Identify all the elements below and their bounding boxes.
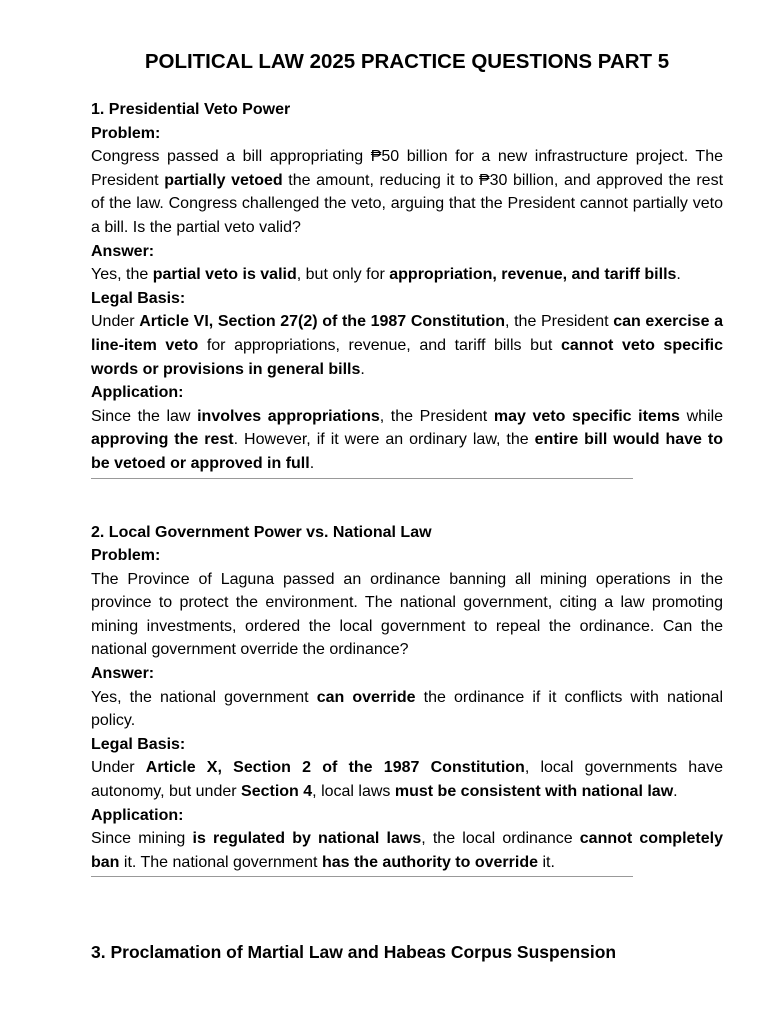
q1-answer-text: Yes, the partial veto is valid, but only for appropriation, revenue, and tariff bills. bbox=[91, 266, 681, 284]
question-2 bbox=[91, 521, 723, 878]
q1-legal-basis-text: Under Article VI, Section 27(2) of the 1987 Constitution, the President can exercise a line-item veto for appropriations, revenue, and tariff bills but cannot veto specific words or provisions in general bills. bbox=[91, 313, 724, 378]
question-1-heading: 1. Presidential Veto Power bbox=[91, 101, 291, 118]
q2-application-label: Application: bbox=[91, 806, 184, 824]
q2-application-text: Since mining is regulated by national laws, the local ordinance cannot completely ban it. The national government has the authority to override it. bbox=[91, 830, 723, 871]
page-title: POLITICAL LAW 2025 PRACTICE QUESTIONS PART 5 bbox=[144, 50, 670, 73]
q2-problem-label: Problem: bbox=[91, 547, 161, 565]
question-1 bbox=[91, 98, 723, 479]
question-2-heading: 2. Local Government Power vs. National Law bbox=[91, 523, 432, 541]
q1-application-text: Since the law involves appropriations, the President may veto specific items while approving the rest. However, if it were an ordinary law, the entire bill would have to be vetoed or approved in full. bbox=[91, 407, 724, 472]
q2-problem-text: The Province of Laguna passed an ordinance banning all mining operations in the province to protect the environment. The national government, citing a law promoting mining investments, ordered the local government to repeal the ordinance. Can the national government override the ordinance? bbox=[91, 570, 723, 659]
q2-legal-basis-text: Under Article X, Section 2 of the 1987 Constitution, local governments have autonomy, but under Section 4, local laws must be consistent with national law. bbox=[91, 759, 724, 801]
q2-legal-basis-label: Legal Basis: bbox=[91, 735, 186, 753]
q1-application-label: Application: bbox=[91, 384, 184, 402]
question-3-heading: 3. Proclamation of Martial Law and Habeas Corpus Suspension bbox=[91, 942, 617, 963]
q1-problem-text: Congress passed a bill appropriating ₱50 billion for a new infrastructure project. The President partially vetoed the amount, reducing it to ₱30 billion, and approved the rest of the law. Congress challenged the veto, arguing that the President cannot partially veto a bill. Is the partial veto valid? bbox=[91, 148, 724, 236]
q1-problem-label: Problem: bbox=[91, 124, 161, 142]
q2-answer-label: Answer: bbox=[91, 665, 155, 683]
q1-answer-label: Answer: bbox=[91, 242, 155, 260]
document-page bbox=[91, 50, 723, 963]
q1-legal-basis-label: Legal Basis: bbox=[91, 289, 186, 307]
q2-answer-text: Yes, the national government can override the ordinance if it conflicts with national policy. bbox=[91, 688, 724, 730]
